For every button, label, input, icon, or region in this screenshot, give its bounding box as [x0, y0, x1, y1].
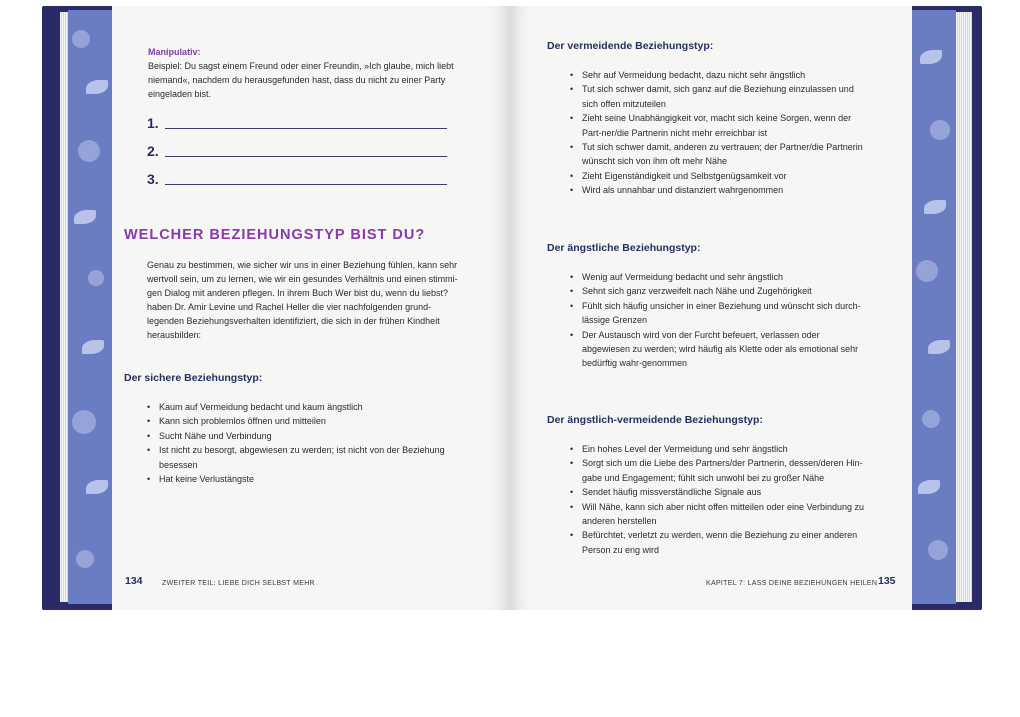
example-line: niemand«, nachdem du herausgefunden hast, dass du nicht zu einer Party	[148, 75, 446, 85]
list-item: • Zieht Eigenständigkeit und Selbstgenügsamkeit vor	[570, 169, 870, 183]
answer-line-2[interactable]	[147, 143, 447, 159]
fearful-list	[570, 442, 870, 557]
pattern-blob	[72, 30, 90, 48]
pattern-blob	[930, 120, 950, 140]
example-line: eingeladen bist.	[148, 89, 212, 99]
list-item: • Sendet häufig missverständliche Signale aus	[570, 485, 870, 499]
list-item: • Will Nähe, kann sich aber nicht offen mitteilen oder eine Verbindung zu anderen herstellen	[570, 500, 870, 529]
list-item: • Ist nicht zu besorgt, abgewiesen zu werden; ist nicht von der Beziehung besessen	[147, 443, 447, 472]
list-item: • Der Austausch wird von der Furcht befeuert, verlassen oder abgewiesen zu werden; wird häufig als Klette oder als emotional sehr bedürftig wahr-genommen	[570, 328, 870, 371]
open-book	[42, 6, 982, 610]
pattern-leaf	[86, 80, 108, 94]
intro-line: Genau zu bestimmen, wie sicher wir uns in einer Beziehung fühlen, kann sehr	[147, 260, 458, 270]
cover-pattern-left	[68, 10, 112, 604]
list-item: • Hat keine Verlustängste	[147, 472, 447, 486]
page-number-right: 135	[878, 575, 896, 587]
fearful-heading: Der ängstlich-vermeidende Beziehungstyp:	[547, 414, 763, 426]
list-item: • Ein hohes Level der Vermeidung und sehr ängstlich	[570, 442, 870, 456]
pattern-leaf	[920, 50, 942, 64]
pattern-blob	[88, 270, 104, 286]
intro-line: gen Dialog mit anderen pflegen. In ihrem Buch Wer bist du, wenn du liebst?	[147, 288, 449, 298]
answer-line-1[interactable]	[147, 115, 447, 131]
intro-line: herausbilden:	[147, 330, 202, 340]
pattern-leaf	[924, 200, 946, 214]
example-text	[148, 59, 454, 101]
avoidant-heading: Der vermeidende Beziehungstyp:	[547, 40, 714, 52]
pattern-leaf	[86, 480, 108, 494]
pattern-leaf	[918, 480, 940, 494]
page-edges-right	[956, 12, 972, 602]
footer-left: ZWEITER TEIL: LIEBE DICH SELBST MEHR	[162, 580, 315, 587]
page-edges-left	[60, 12, 68, 602]
line-number: 2.	[147, 143, 159, 159]
page-number-left: 134	[125, 575, 143, 587]
answer-rule	[165, 184, 447, 185]
cover-pattern-right	[912, 10, 956, 604]
line-number: 1.	[147, 115, 159, 131]
list-item: • Befürchtet, verletzt zu werden, wenn die Beziehung zu einer anderen Person zu eng wird	[570, 528, 870, 557]
list-item: • Kaum auf Vermeidung bedacht und kaum ängstlich	[147, 400, 447, 414]
anxious-list	[570, 270, 870, 371]
pattern-leaf	[74, 210, 96, 224]
list-item: • Zieht seine Unabhängigkeit vor, macht sich keine Sorgen, wenn der Part-ner/die Partnerin nicht mehr erreichbar ist	[570, 111, 870, 140]
list-item: • Sehnt sich ganz verzweifelt nach Nähe und Zugehörigkeit	[570, 284, 870, 298]
secure-list	[147, 400, 447, 486]
secure-heading: Der sichere Beziehungstyp:	[124, 372, 263, 384]
answer-line-3[interactable]	[147, 171, 447, 187]
answer-rule	[165, 156, 447, 157]
list-item: • Sucht Nähe und Verbindung	[147, 429, 447, 443]
list-item: • Wird als unnahbar und distanziert wahrgenommen	[570, 183, 870, 197]
list-item: • Tut sich schwer damit, anderen zu vertrauen; der Partner/die Partnerin wünscht sich von ihm oft mehr Nähe	[570, 140, 870, 169]
manipulative-label: Manipulativ:	[148, 47, 201, 57]
intro-text	[147, 258, 467, 342]
pattern-blob	[76, 550, 94, 568]
list-item: • Fühlt sich häufig unsicher in einer Beziehung und wünscht sich durch-lässige Grenzen	[570, 299, 870, 328]
list-item: • Kann sich problemlos öffnen und mitteilen	[147, 414, 447, 428]
answer-rule	[165, 128, 447, 129]
pattern-leaf	[82, 340, 104, 354]
intro-line: haben Dr. Amir Levine und Rachel Heller die vier nachfolgenden grund-	[147, 302, 432, 312]
line-number: 3.	[147, 171, 159, 187]
pattern-blob	[78, 140, 100, 162]
list-item: • Sehr auf Vermeidung bedacht, dazu nicht sehr ängstlich	[570, 68, 870, 82]
pattern-blob	[928, 540, 948, 560]
list-item: • Sorgt sich um die Liebe des Partners/der Partnerin, dessen/deren Hin-gabe und Engagement; fühlt sich unwohl bei zu großer Nähe	[570, 456, 870, 485]
example-line: Beispiel: Du sagst einem Freund oder einer Freundin, »Ich glaube, mich liebt	[148, 61, 454, 71]
list-item: • Tut sich schwer damit, sich ganz auf die Beziehung einzulassen und sich offen mitzuteilen	[570, 82, 870, 111]
pattern-blob	[922, 410, 940, 428]
section-title: WELCHER BEZIEHUNGSTYP BIST DU?	[124, 227, 426, 243]
avoidant-list	[570, 68, 870, 198]
list-item: • Wenig auf Vermeidung bedacht und sehr ängstlich	[570, 270, 870, 284]
intro-line: legenden Beziehungsverhalten identifiziert, die sich in der frühen Kindheit	[147, 316, 440, 326]
footer-right: KAPITEL 7: LASS DEINE BEZIEHUNGEN HEILEN	[706, 580, 878, 587]
pattern-leaf	[928, 340, 950, 354]
pattern-blob	[72, 410, 96, 434]
anxious-heading: Der ängstliche Beziehungstyp:	[547, 242, 701, 254]
pattern-blob	[916, 260, 938, 282]
intro-line: wertvoll sein, um zu lernen, wie wir ein gesundes Verhältnis und einen stimmi-	[147, 274, 458, 284]
